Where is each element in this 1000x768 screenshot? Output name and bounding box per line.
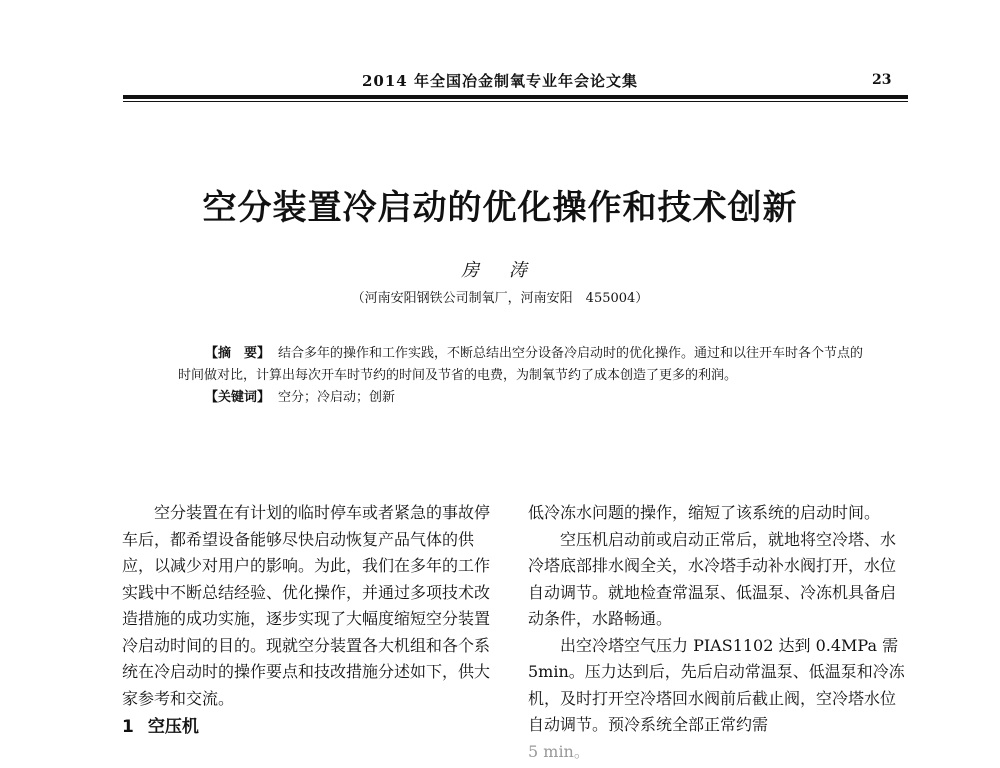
keywords-text: 空分；冷启动；创新 (278, 390, 396, 405)
running-header-journal: 2014 年全国冶金制氧专业年会论文集 (362, 72, 638, 90)
abstract-block (178, 343, 868, 409)
author-name: 房 涛 (461, 260, 539, 281)
body-paragraph-3: 出空冷塔空气压力 PIAS1102 达到 0.4MPa 需 5min。压力达到后，先后启动常温泵、低温泵和冷冻机，及时打开空冷塔回水阀前后截止阀，空冷塔水位自动调节。预冷系统全部正常约需 (528, 635, 905, 734)
article-title: 空分装置冷启动的优化操作和技术创新 (202, 188, 798, 228)
author-affiliation: （河南安阳钢铁公司制氧厂，河南安阳 455004） (351, 291, 649, 306)
body-paragraph-3-continuation: 5 min。 (528, 741, 590, 761)
page-number: 23 (872, 72, 892, 88)
body-paragraph-1: 低冷冻水问题的操作，缩短了该系统的启动时间。 (528, 503, 881, 522)
section-title: 空压机 (147, 717, 199, 737)
header-rule-thin (123, 101, 908, 102)
section-heading (122, 712, 502, 742)
left-column (122, 500, 502, 742)
intro-paragraph: 空分装置在有计划的临时停车或者紧急的事故停车后，都希望设备能够尽快启动恢复产品气体的供应，以减少对用户的影响。为此，我们在多年的工作实践中不断总结经验、优化操作，并通过多项技术改造措施的成功实施，逐步实现了大幅度缩短空分装置冷启动时间的目的。现就空分装置各大机组和各个系统在冷启动时的操作要点和技改措施分述如下，供大家参考和交流。 (122, 503, 491, 708)
abstract-text: 结合多年的操作和工作实践，不断总结出空分设备冷启动时的优化操作。通过和以往开车时各个节点的时间做对比，计算出每次开车时节约的时间及节省的电费，为制氧节约了成本创造了更多的利润。 (178, 346, 864, 383)
right-column (528, 500, 908, 765)
header-rule-thick (123, 95, 908, 99)
section-number: 1 (122, 717, 134, 737)
abstract-paragraph (178, 343, 868, 387)
keywords-line (178, 387, 868, 409)
body-paragraph-2: 空压机启动前或启动正常后，就地将空冷塔、水冷塔底部排水阀全关，水冷塔手动补水阀打开，水位自动调节。就地检查常温泵、低温泵、冷冻机具备启动条件，水路畅通。 (528, 529, 897, 628)
keywords-label: 【关键词】 (205, 390, 271, 405)
abstract-label: 【摘 要】 (205, 346, 271, 361)
